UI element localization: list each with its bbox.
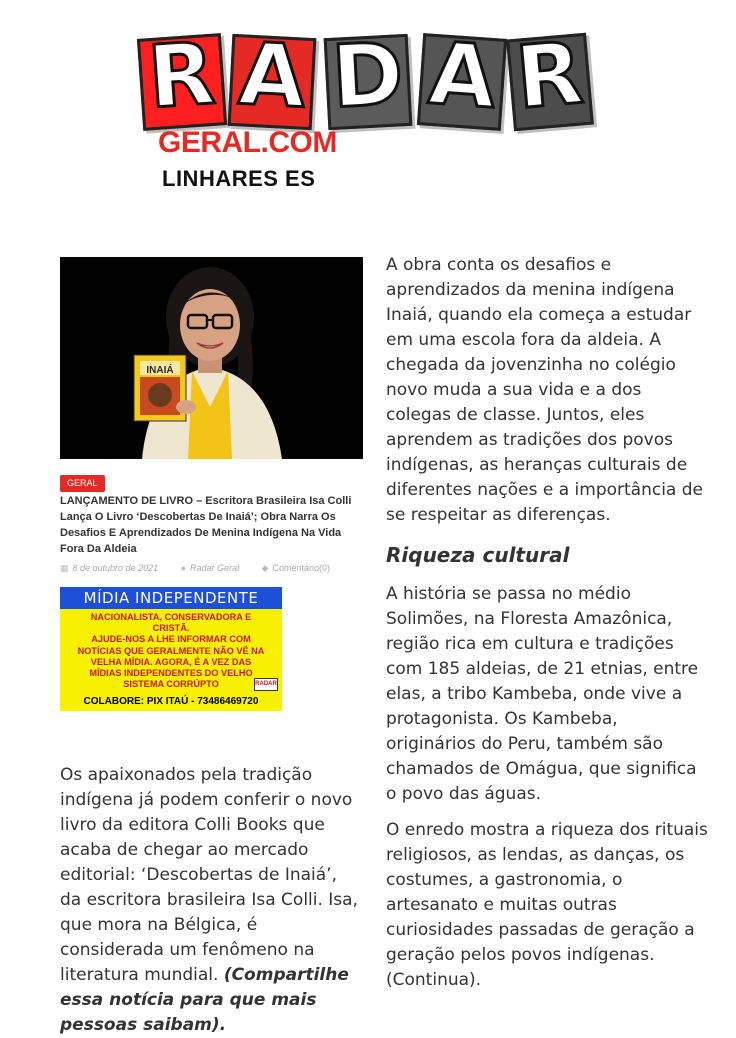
logo-location-text: LINHARES ES	[162, 166, 316, 191]
calendar-icon: ▦	[60, 563, 69, 573]
post-featured-image[interactable]	[60, 257, 363, 459]
user-icon: ●	[180, 563, 187, 573]
post-author-link[interactable]: Radar Geral	[190, 563, 240, 573]
banner-logo-stamp: RADAR	[254, 678, 278, 691]
book-cover-title: INAIÁ	[146, 365, 174, 376]
article-paragraph: A história se passa no médio Solimões, na Floresta Amazônica, região rica em cultura e tradições com 185 aldeias, de 21 etnias, entre elas, a tribo Kambeba, onde vive a protagonista. Os Kambeba, originários do Peru, também são chamados de Omágua, que significa o povo das águas.	[386, 584, 699, 804]
intro-text: Os apaixonados pela tradição indígena já podem conferir o novo livro da editora Colli Books que acaba de chegar ao mercado editorial: ‘Descobertas de Inaiá’, da escritora brasileira Isa Colli. Isa, que mora na Bélgica, é considerada um fenômeno na literatura mundial.	[60, 765, 358, 985]
logo-letter-tile: A	[417, 33, 507, 131]
post-comments-link[interactable]: Comentário(0)	[272, 563, 331, 573]
banner-line: AJUDE-NOS A LHE INFORMAR COM	[91, 634, 251, 645]
article-body-right	[386, 253, 711, 1004]
banner-line: CRISTÃ.	[152, 623, 190, 634]
independent-media-banner[interactable]	[60, 587, 282, 711]
banner-body	[60, 609, 282, 690]
article-paragraph-intro	[60, 763, 360, 1038]
author-portrait-illustration	[60, 257, 363, 459]
post-meta	[60, 562, 360, 574]
article-paragraph: A obra conta os desafios e aprendizados da menina indígena Inaiá, quando ela começa a estudar em uma escola fora da aldeia. A chegada da jovenzinha no colégio novo muda a sua vida e a dos colegas de classe. Juntos, eles aprendem as tradições dos povos indígenas, as heranças culturais de diferentes nações e a importância de se respeitar as diferenças.	[386, 255, 703, 525]
logo-letter-tile: A	[228, 34, 317, 130]
logo-domain-text: GERAL.COM	[158, 126, 337, 159]
site-logo[interactable]	[130, 23, 587, 193]
comment-icon: ◆	[261, 563, 269, 573]
article-paragraph: O enredo mostra a riqueza dos rituais religiosos, as lendas, as danças, os costumes, a gastronomia, o artesanato e muitas outras curiosidades passadas de geração a geração pelos povos indígenas. (Continua).	[386, 820, 708, 990]
banner-line: NOTÍCIAS QUE GERALMENTE NÃO VÊ NA	[77, 645, 265, 656]
post-title-link[interactable]: LANÇAMENTO DE LIVRO – Escritora Brasileira Isa Colli Lança O Livro ‘Descobertas De Inaiá’; Obra Narra Os Desafios E Aprendizados De Menina Indígena Na Vida Fora Da Aldeia	[60, 495, 352, 555]
banner-line: SISTEMA CORRÚPTO	[123, 679, 219, 690]
category-badge[interactable]: GERAL	[60, 475, 105, 492]
banner-line: NACIONALISTA, CONSERVADORA E	[90, 612, 252, 622]
article-subheading: Riqueza cultural	[386, 543, 570, 567]
share-call-to-action: (Compartilhe essa notícia para que mais pessoas saibam).	[60, 965, 349, 1035]
banner-pix-info: COLABORE: PIX ITAÚ - 73486469720	[83, 696, 259, 707]
logo-letter-tile: D	[324, 34, 413, 130]
logo-letter-tile: R	[137, 33, 227, 131]
post-date: 8 de outubro de 2021	[72, 563, 159, 573]
logo-letter-tile: R	[506, 33, 594, 132]
banner-line: VELHA MÍDIA. AGORA, É A VEZ DAS	[90, 656, 252, 667]
banner-header: MÍDIA INDEPENDENTE	[60, 587, 282, 609]
banner-line: MÍDIAS INDEPENDENTES DO VELHO	[89, 668, 253, 679]
